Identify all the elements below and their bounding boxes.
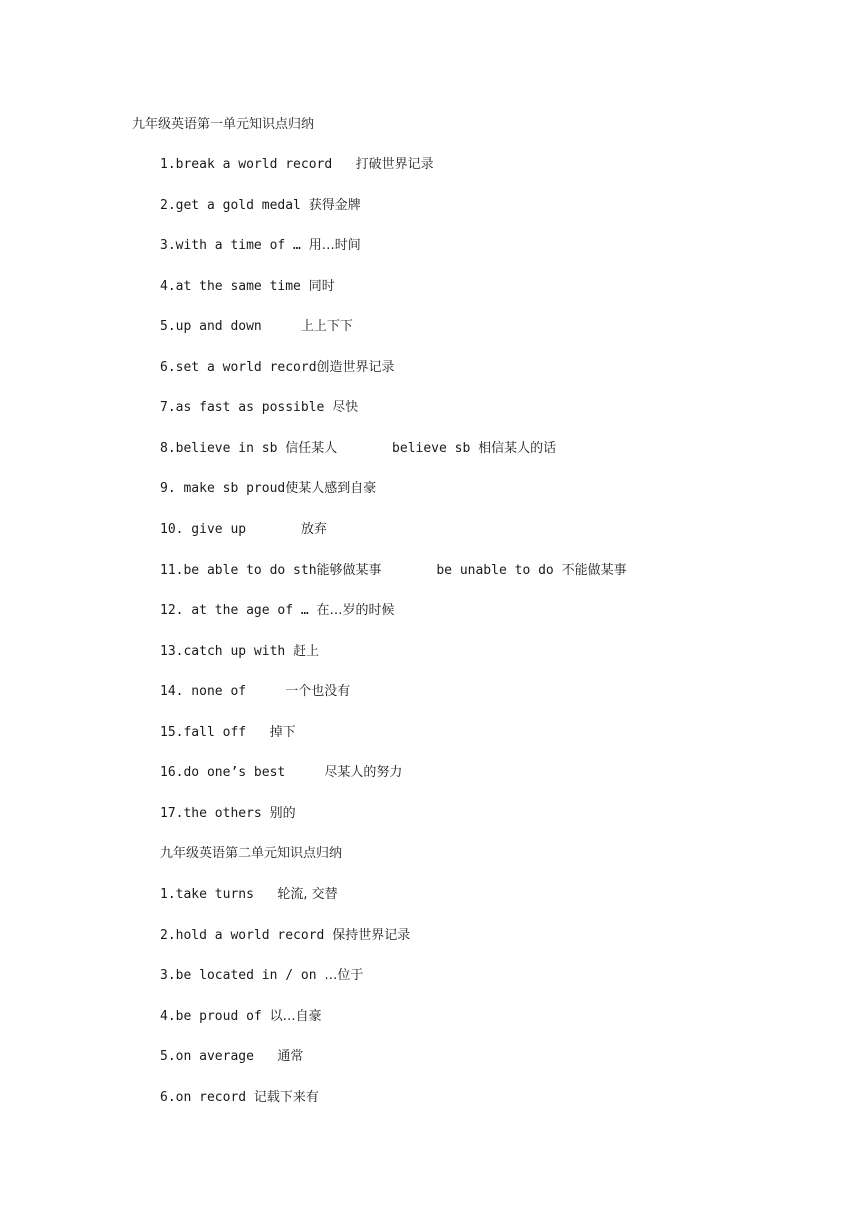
list-item [160,644,319,660]
item-chinese: 打破世界记录 [355,157,434,172]
item-english: 15.fall off [160,725,247,740]
item-chinese: …位于 [324,968,364,983]
item-english: 14. none of [160,684,247,699]
item-english: 4.at the same time [160,279,301,294]
item-english: 6.set a world record [160,360,317,375]
item-english: 10. give up [160,522,247,537]
item-chinese: 获得金牌 [308,198,361,213]
item-chinese: 以…自豪 [269,1009,322,1024]
unit1-title: 九年级英语第一单元知识点归纳 [132,117,315,132]
item-chinese-secondary: 相信某人的话 [478,441,557,456]
item-chinese: 保持世界记录 [332,928,411,943]
list-item [160,198,361,214]
list-item [160,928,410,944]
item-english: 16.do one’s best [160,765,286,780]
item-chinese: 赶上 [293,644,320,659]
item-chinese: 掉下 [269,725,296,740]
item-english: 17.the others [160,806,262,821]
item-chinese: 在…岁的时候 [316,603,395,618]
item-english: 4.be proud of [160,1009,262,1024]
list-item [160,157,434,173]
item-english-secondary: believe sb [337,441,479,456]
item-english: 12. at the age of … [160,603,317,618]
list-item [160,279,335,295]
item-chinese: 尽某人的努力 [324,765,403,780]
list-item [160,684,350,700]
item-english: 2.get a gold medal [160,198,301,213]
list-item [160,806,296,822]
list-item [160,887,338,903]
item-english: 6.on record [160,1090,247,1105]
item-english: 3.be located in / on [160,968,325,983]
item-chinese: 一个也没有 [285,684,351,699]
item-chinese: 信任某人 [285,441,338,456]
item-english-secondary: be unable to do [381,563,562,578]
list-item [160,725,296,741]
item-chinese: 通常 [277,1049,304,1064]
list-item [160,1049,303,1065]
list-item [160,522,327,538]
list-item [160,765,402,781]
list-item [160,968,363,984]
item-english: 1.take turns [160,887,254,902]
list-item [160,1009,322,1025]
unit2-title: 九年级英语第二单元知识点归纳 [160,846,343,861]
item-english: 1.break a world record [160,157,333,172]
item-chinese: 尽快 [332,400,359,415]
list-item [160,481,376,497]
item-chinese: 用…时间 [308,238,361,253]
item-english: 5.on average [160,1049,254,1064]
item-english: 9. make sb proud [160,481,286,496]
item-english: 2.hold a world record [160,928,325,943]
item-english: 8.believe in sb [160,441,278,456]
item-chinese: 别的 [269,806,296,821]
item-chinese: 能够做某事 [316,563,382,578]
list-item [160,319,353,335]
item-chinese: 创造世界记录 [316,360,395,375]
list-item [160,1090,319,1106]
item-chinese: 记载下来有 [253,1090,319,1105]
list-item [160,603,395,619]
item-english: 3.with a time of … [160,238,309,253]
item-english: 5.up and down [160,319,262,334]
list-item [160,400,358,416]
item-chinese-secondary: 不能做某事 [561,563,627,578]
item-english: 13.catch up with [160,644,286,659]
item-chinese: 上上下下 [300,319,353,334]
item-chinese: 放弃 [300,522,327,537]
item-english: 11.be able to do sth [160,563,317,578]
list-item [160,563,627,579]
item-english: 7.as fast as possible [160,400,325,415]
list-item [160,360,395,376]
list-item [160,441,556,457]
item-chinese: 使某人感到自豪 [285,481,377,496]
item-chinese: 轮流, 交替 [277,887,338,902]
list-item [160,238,361,254]
item-chinese: 同时 [308,279,335,294]
